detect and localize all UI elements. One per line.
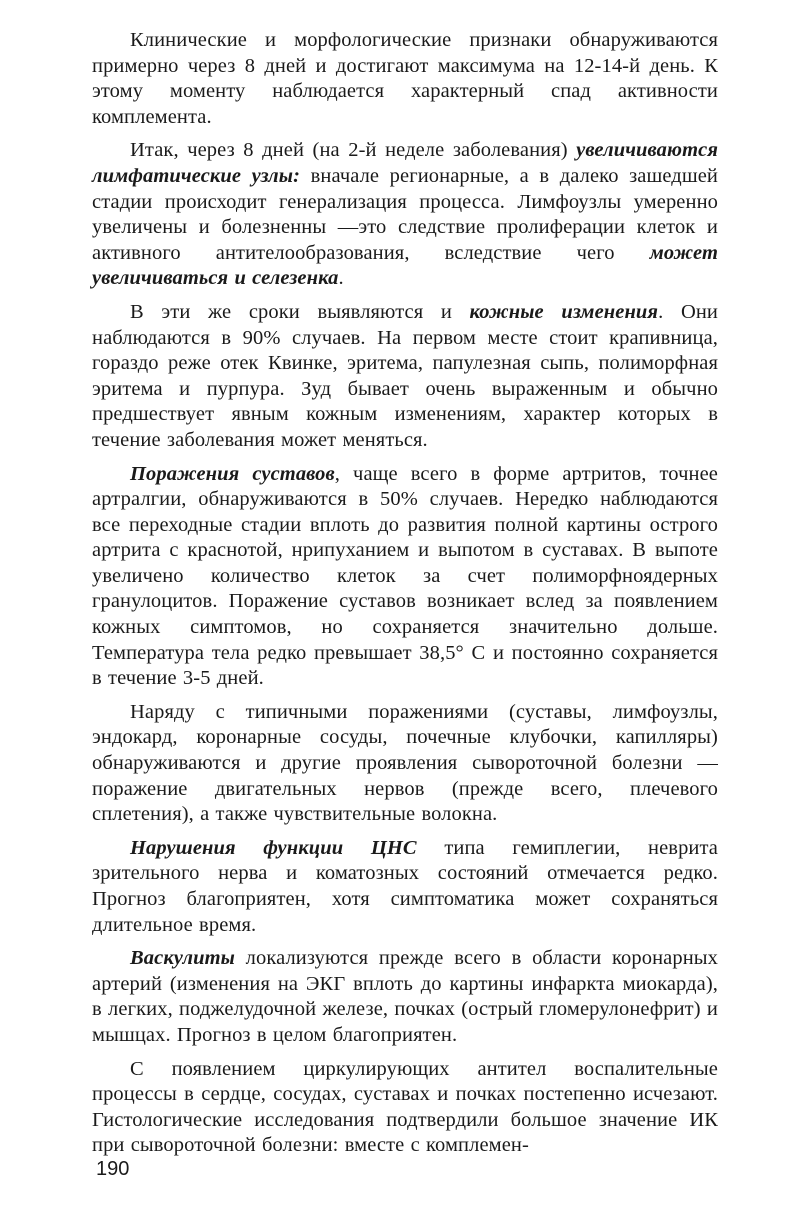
paragraph-6 (92, 836, 718, 938)
paragraph-1-text: Клинические и морфологические признаки обнаруживаются примерно через 8 дней и достигают максимума на 12-14-й день. К этому моменту наблюдается характерный спад активности комплемента. (92, 29, 718, 128)
paragraph-1 (92, 28, 718, 130)
paragraph-7-text: локализуются прежде всего в области коронарных артерий (изменения на ЭКГ вплоть до картины инфаркта миокарда), в легких, поджелудочной железе, почках (острый гломерулонефрит) и мышцах. Прогноз в целом благоприятен. (92, 947, 718, 1046)
paragraph-3-text-b: . Они наблюдаются в 90% случаев. На первом месте стоит крапивница, гораздо реже отек Квинке, эритема, папулезная сыпь, полиморфная эритема и пурпура. Зуд бывает очень выраженным и обычно предшествует явным кожным изменениям, характер которых в течение заболевания может меняться. (92, 300, 718, 451)
paragraph-2 (92, 138, 718, 292)
page-body (92, 28, 718, 1167)
emphasis-joint-lesions: Поражения суставов (130, 462, 335, 485)
paragraph-4-text: , чаще всего в форме артритов, точнее артралгии, обнаруживаются в 50% случаев. Нередко наблюдаются все переходные стадии вплоть до развития полной картины острого артрита с краснотой, нрипуханием и выпотом в суставах. В выпоте увеличено количество клеток за счет полиморфноядерных гранулоцитов. Поражение суставов возникает вслед за появлением кожных симптомов, но сохраняется значительно дольше. Температура тела редко превышает 38,5° С и постоянно сохраняется в течение 3-5 дней. (92, 462, 719, 690)
page-number: 190 (96, 1158, 130, 1180)
paragraph-2-text-b: вначале регионарные, а в далеко зашедшей стадии происходит генерализация процесса. Лимфоузлы умеренно увеличены и болезненны —это следствие пролиферации клеток и активного антителообразования, вследствие чего (92, 164, 718, 264)
paragraph-2-text-c: . (338, 267, 344, 290)
emphasis-cns-disorders: Нарушения функции ЦНС (130, 836, 417, 859)
paragraph-4 (92, 462, 718, 692)
emphasis-vasculitis: Васкулиты (130, 947, 235, 970)
paragraph-6-text: типа гемиплегии, неврита зрительного нерва и коматозных состояний отмечается редко. Прогноз благоприятен, хотя симптоматика может сохраняться длительное время. (92, 836, 718, 936)
paragraph-8-text: С появлением циркулирующих антител воспалительные процессы в сердце, сосудах, суставах и почках постепенно исчезают. Гистологические исследования подтвердили большое значение ИК при сывороточной болезни: вместе с комплемен- (92, 1057, 718, 1157)
paragraph-5 (92, 700, 718, 828)
emphasis-skin-changes: кожные изменения (469, 300, 659, 323)
emphasis-lymph-nodes: увеличиваются лимфатические узлы: (92, 139, 718, 187)
paragraph-2-text-a: Итак, через 8 дней (на 2-й неделе заболевания) (130, 139, 577, 162)
paragraph-8 (92, 1057, 718, 1159)
emphasis-spleen: может увеличиваться и селезенка (92, 241, 718, 290)
paragraph-3-text-a: В эти же сроки выявляются и (130, 300, 470, 323)
paragraph-3 (92, 300, 718, 454)
paragraph-7 (92, 946, 718, 1048)
paragraph-5-text: Наряду с типичными поражениями (суставы, лимфоузлы, эндокард, коронарные сосуды, почечные клубочки, капилляры) обнаруживаются и другие проявления сывороточной болезни — поражение двигательных нервов (прежде всего, плечевого сплетения), а также чувствительные волокна. (92, 700, 718, 826)
